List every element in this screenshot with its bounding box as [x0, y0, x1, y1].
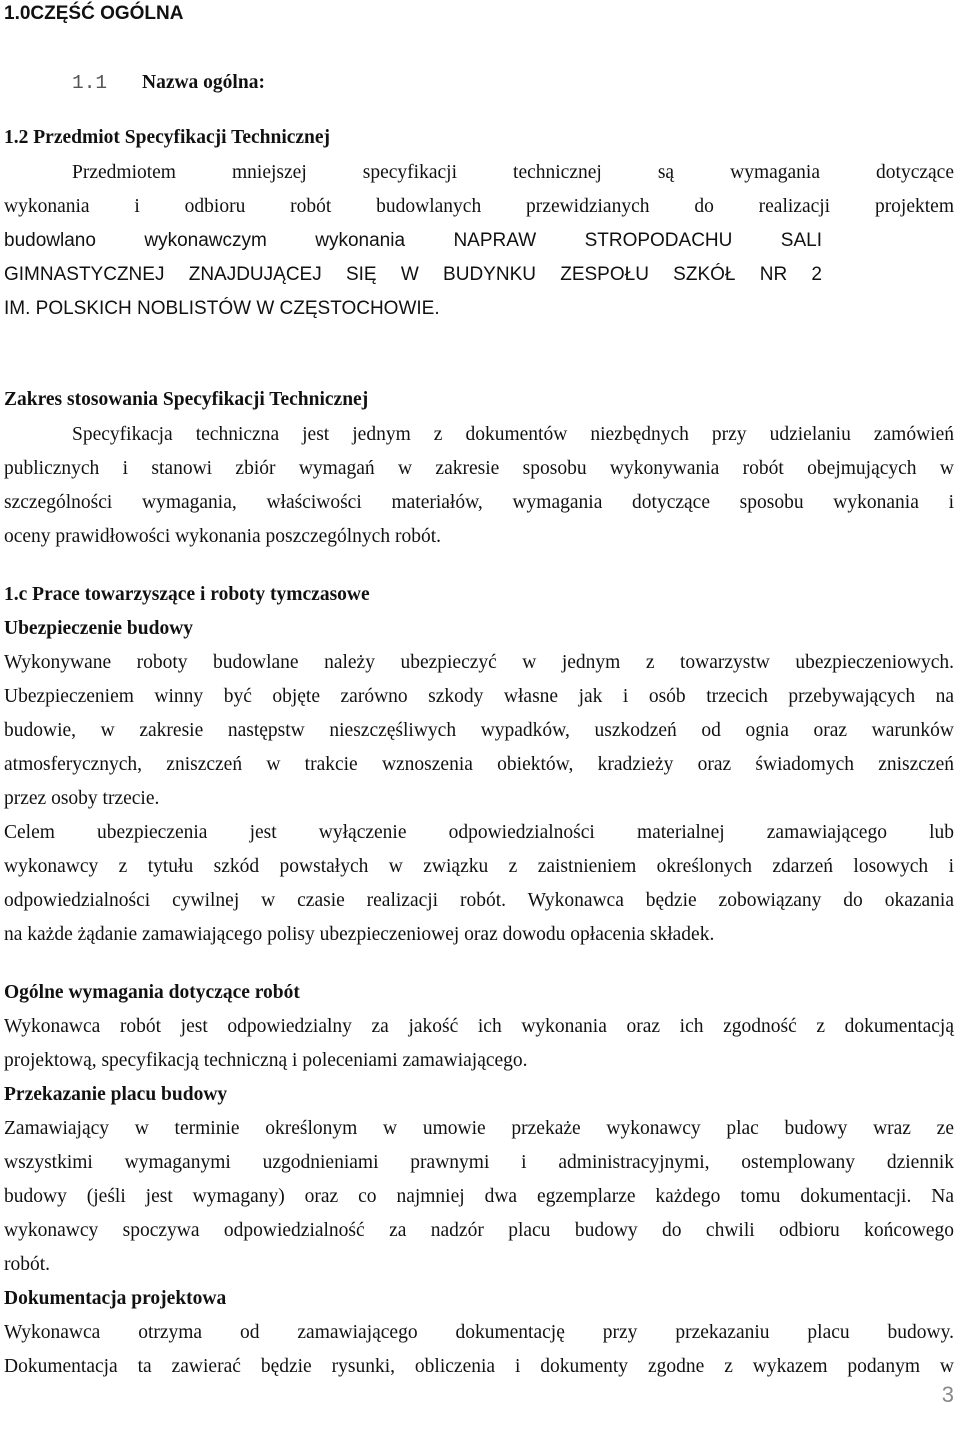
- paragraph-line: publicznych i stanowi zbiór wymagań w zakresie sposobu wykonywania robót obejmujących w: [4, 458, 954, 479]
- paragraph-line: projektową, specyfikacją techniczną i poleceniami zamawiającego.: [4, 1050, 528, 1071]
- page-number: 3: [941, 1382, 954, 1407]
- paragraph-line: wykonania i odbioru robót budowlanych przewidzianych do realizacji projektem: [4, 196, 954, 217]
- paragraph-line: budowy (jeśli jest wymagany) oraz co najmniej dwa egzemplarze każdego tomu dokumentacji. Na: [4, 1186, 954, 1207]
- paragraph-line: GIMNASTYCZNEJ ZNAJDUJĄCEJ SIĘ W BUDYNKU ZESPOŁU SZKÓŁ NR 2: [4, 264, 822, 285]
- paragraph-line: budowlano wykonawczym wykonania NAPRAW STROPODACHU SALI: [4, 230, 822, 251]
- paragraph-line: Przedmiotem mniejszej specyfikacji technicznej są wymagania dotyczące: [72, 162, 954, 183]
- paragraph-line: przez osoby trzecie.: [4, 788, 160, 809]
- paragraph-line: Wykonawca robót jest odpowiedzialny za jakość ich wykonania oraz ich zgodność z dokumentacją: [4, 1016, 954, 1037]
- ogolne-title: Ogólne wymagania dotyczące robót: [4, 982, 300, 1003]
- section-1-1-title: Nazwa ogólna:: [141, 72, 265, 93]
- paragraph-line: robót.: [4, 1254, 51, 1275]
- paragraph-line: Celem ubezpieczenia jest wyłączenie odpowiedzialności materialnej zamawiającego lub: [4, 822, 954, 843]
- paragraph-line: szczególności wymagania, właściwości materiałów, wymagania dotyczące sposobu wykonania i: [4, 492, 954, 513]
- paragraph-line: Wykonywane roboty budowlane należy ubezpieczyć w jednym z towarzystw ubezpieczeniowych.: [4, 652, 954, 673]
- paragraph-line: Specyfikacja techniczna jest jednym z dokumentów niezbędnych przy udzielaniu zamówień: [72, 424, 954, 445]
- paragraph-line: Ubezpieczeniem winny być objęte zarówno szkody własne jak i osób trzecich przebywających na: [4, 686, 954, 707]
- dokumentacja-title: Dokumentacja projektowa: [4, 1288, 227, 1309]
- paragraph-line: wykonawcy z tytułu szkód powstałych w związku z zaistnieniem określonych zdarzeń losowych i: [4, 856, 954, 877]
- paragraph-line: Wykonawca otrzyma od zamawiającego dokumentację przy przekazaniu placu budowy.: [4, 1322, 954, 1343]
- paragraph-line: odpowiedzialności cywilnej w czasie realizacji robót. Wykonawca będzie zobowiązany do okazania: [4, 890, 954, 911]
- paragraph-line: atmosferycznych, zniszczeń w trakcie wznoszenia obiektów, kradzieży oraz świadomych zniszczeń: [4, 754, 954, 775]
- paragraph-line: wykonawcy spoczywa odpowiedzialność za nadzór placu budowy do chwili odbioru końcowego: [4, 1220, 954, 1241]
- paragraph-line: oceny prawidłowości wykonania poszczególnych robót.: [4, 526, 441, 547]
- prace-title: 1.c Prace towarzyszące i roboty tymczasowe: [4, 584, 370, 605]
- paragraph-line: budowie, w zakresie następstw nieszczęśliwych wypadków, uszkodzeń od ognia oraz warunków: [4, 720, 954, 741]
- ubezpieczenie-title: Ubezpieczenie budowy: [4, 618, 194, 639]
- przekazanie-title: Przekazanie placu budowy: [4, 1084, 228, 1105]
- paragraph-line: Zamawiający w terminie określonym w umowie przekaże wykonawcy plac budowy wraz ze: [4, 1118, 954, 1139]
- main-heading: 1.0CZĘŚĆ OGÓLNA: [4, 3, 184, 24]
- zakres-title: Zakres stosowania Specyfikacji Technicznej: [4, 389, 369, 410]
- section-1-2-title: 1.2 Przedmiot Specyfikacji Technicznej: [4, 127, 331, 148]
- paragraph-line: IM. POLSKICH NOBLISTÓW W CZĘSTOCHOWIE.: [4, 298, 440, 319]
- section-1-1: [72, 71, 954, 95]
- section-1-1-number: 1.1: [72, 72, 108, 94]
- paragraph-line: na każde żądanie zamawiającego polisy ubezpieczeniowej oraz dowodu opłacenia składek.: [4, 924, 715, 945]
- paragraph-line: wszystkimi wymaganymi uzgodnieniami prawnymi i administracyjnymi, ostemplowany dziennik: [4, 1152, 954, 1173]
- paragraph-line: Dokumentacja ta zawierać będzie rysunki, obliczenia i dokumenty zgodne z wykazem podanym w: [4, 1356, 954, 1377]
